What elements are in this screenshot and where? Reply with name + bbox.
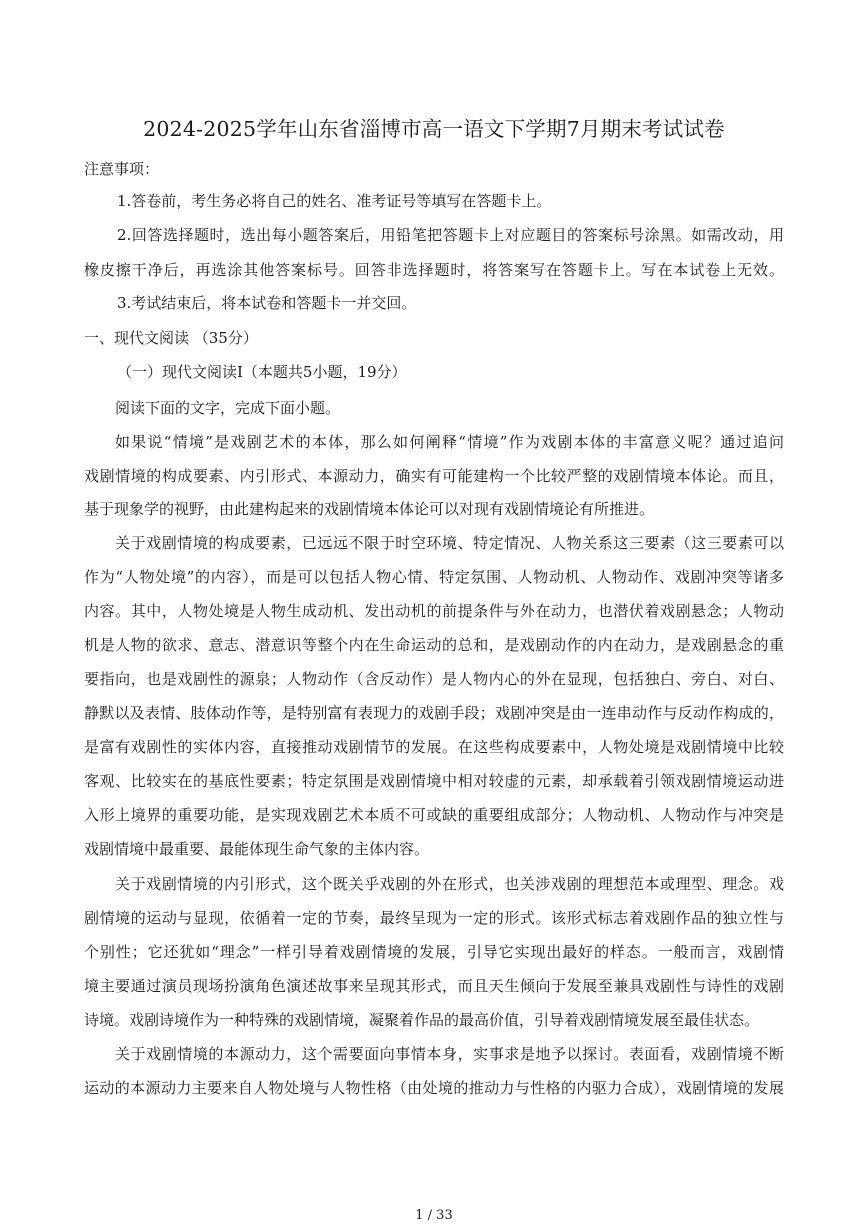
paragraph-line: 运动的本源动力主要来自人物处境与人物性格（由处境的推动力与性格的内驱力合成），戏剧情境的发展 [84, 1079, 784, 1097]
paragraph-line: 内容。其中，人物处境是人物生成动机、发出动机的前提条件与外在动力，也潜伏着戏剧悬念；人物动 [84, 602, 784, 620]
subsection-heading: （一）现代文阅读Ⅰ（本题共5小题，19分） [117, 363, 407, 381]
paragraph-line: 关于戏剧情境的构成要素，已远远不限于时空环境、特定情况、人物关系这三要素（这三要素可以 [115, 534, 784, 552]
notice-item-3: 3.考试结束后，将本试卷和答题卡一并交回。 [117, 294, 417, 312]
paragraph-line: 要指向，也是戏剧性的源泉；人物动作（含反动作）是人物内心的外在显现，包括独白、旁白、对白、 [84, 670, 784, 688]
paragraph-line: 个别性；它还犹如“理念”一样引导着戏剧情境的发展，引导它实现出最好的样态。一般而言，戏剧情 [84, 943, 784, 961]
paragraph-line: 机是人物的欲求、意志、潜意识等整个内在生命运动的总和，是戏剧动作的内在动力，是戏剧悬念的重 [84, 636, 784, 654]
notice-item-2: 2.回答选择题时，选出每小题答案后，用铅笔把答题卡上对应题目的答案标号涂黑。如需改动，用 [117, 226, 784, 244]
paragraph-line: 如果说“情境”是戏剧艺术的本体，那么如何阐释“情境”作为戏剧本体的丰富意义呢？通过追问 [115, 433, 784, 451]
paragraph-line: 戏剧情境中最重要、最能体现生命气象的主体内容。 [84, 840, 430, 858]
paragraph-line: 关于戏剧情境的内引形式，这个既关乎戏剧的外在形式，也关涉戏剧的理想范本或理型、理念。戏 [115, 875, 784, 893]
document-title: 2024-2025学年山东省淄博市高一语文下学期7月期末考试试卷 [143, 117, 725, 141]
paragraph-line: 客观、比较实在的基底性要素；特定氛围是戏剧情境中相对较虚的元素，却承载着引领戏剧情境运动进 [84, 772, 784, 790]
notice-item-1: 1.答卷前，考生务必将自己的姓名、准考证号等填写在答题卡上。 [117, 192, 552, 210]
section-heading: 一、现代文阅读 （35分） [84, 329, 258, 347]
paragraph-line: 基于现象学的视野，由此建构起来的戏剧情境本体论可以对现有戏剧情境论有所推进。 [84, 500, 655, 518]
paragraph-line: 入形上境界的重要功能，是实现戏剧艺术本质不可或缺的重要组成部分；人物动机、人物动作与冲突是 [84, 806, 784, 824]
paragraph-line: 静默以及表情、肢体动作等，是特别富有表现力的戏剧手段；戏剧冲突是由一连串动作与反动作构成的， [84, 704, 784, 722]
page-indicator: 1 / 33 [415, 1208, 453, 1223]
paragraph-line: 境主要通过演员现场扮演角色演述故事来呈现其形式，而且天生倾向于发展至兼具戏剧性与诗性的戏剧 [84, 977, 784, 995]
notice-heading: 注意事项： [84, 160, 160, 178]
paragraph-line: 作为“人物处境”的内容），而是可以包括人物心情、特定氛围、人物动机、人物动作、戏剧冲突等诸多 [84, 568, 784, 586]
notice-item-2-cont: 橡皮擦干净后，再选涂其他答案标号。回答非选择题时，将答案写在答题卡上。写在本试卷上无效。 [84, 261, 784, 279]
paragraph-line: 关于戏剧情境的本源动力，这个需要面向事情本身，实事求是地予以探讨。表面看，戏剧情境不断 [115, 1045, 784, 1063]
paragraph-line: 戏剧情境的构成要素、内引形式、本源动力，确实有可能建构一个比较严整的戏剧情境本体论。而且， [84, 467, 784, 485]
paragraph-line: 剧情境的运动与显现，依循着一定的节奏，最终呈现为一定的形式。该形式标志着戏剧作品的独立性与 [84, 909, 784, 927]
paragraph-line: 是富有戏剧性的实体内容，直接推动戏剧情节的发展。在这些构成要素中，人物处境是戏剧情境中比较 [84, 738, 784, 756]
reading-instruction: 阅读下面的文字，完成下面小题。 [115, 399, 341, 417]
paragraph-line: 诗境。戏剧诗境作为一种特殊的戏剧情境，凝聚着作品的最高价值，引导着戏剧情境发展至最佳状态。 [84, 1011, 760, 1029]
